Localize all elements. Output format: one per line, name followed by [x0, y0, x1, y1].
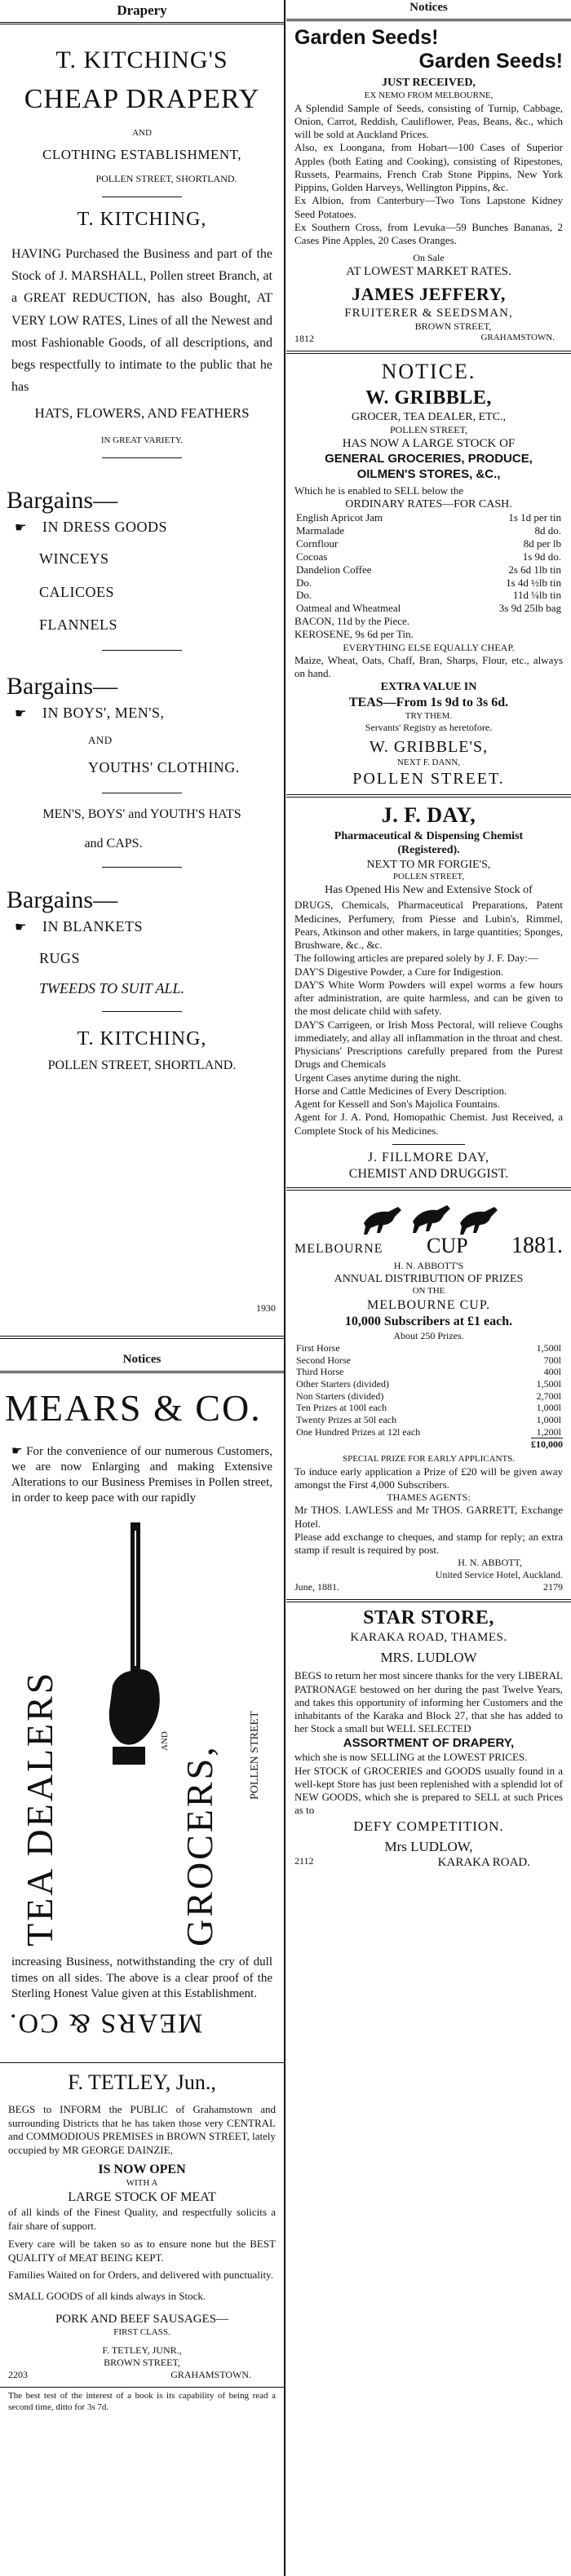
price-item: Ten Prizes at 100l each [296, 1402, 387, 1414]
seeds-ex: EX NEMO FROM MELBOURNE, [364, 90, 494, 100]
star-assortment: ASSORTMENT OF DRAPERY, [343, 1735, 515, 1750]
gribble-everything: EVERYTHING ELSE EQUALLY CHEAP. [343, 641, 515, 653]
mears-ad [0, 1388, 284, 2051]
cup-ad [286, 1195, 571, 1600]
price-item: Third Horse [296, 1366, 344, 1378]
cup-hotel: United Service Hotel, Auckland. [435, 1569, 563, 1581]
gribble-next: NEXT F. DANN, [396, 758, 461, 768]
price-row [294, 524, 563, 537]
gribble-notice: NOTICE. [381, 360, 476, 384]
star-body-3: Her STOCK of GROCERIES and GOODS usually found in a well-kept Store has just been replenished with a splendid lot of NEW GOODS, which she is prepared to SELL at such Prices as to [294, 1764, 563, 1817]
gribble-name: W. GRIBBLE, [365, 387, 492, 409]
price-row [294, 602, 563, 615]
tetley-sig-3: GRAHAMSTOWN. [170, 2369, 251, 2381]
seeds-on-sale: On Sale [413, 252, 445, 264]
star-name: MRS. LUDLOW [380, 1650, 477, 1666]
bargain-item: RUGS [39, 949, 81, 966]
cup-prize-table [294, 1342, 563, 1438]
price-row [294, 1354, 563, 1367]
bargains-1-title: Bargains— [7, 487, 118, 515]
day-registered: (Registered). [397, 844, 460, 857]
cup-ad-number: 2179 [543, 1581, 563, 1593]
kitching-title-1: T. KITCHING'S [55, 46, 228, 74]
price-item: Second Horse [296, 1354, 351, 1366]
gribble-ordinary: ORDINARY RATES—FOR CASH. [345, 497, 512, 510]
bargain-item: AND [88, 733, 113, 746]
price-row [294, 1402, 563, 1414]
price-row [294, 1414, 563, 1426]
price-value: 2,700l [536, 1390, 561, 1402]
kitching-ad-number: 1930 [256, 1302, 276, 1315]
bargain-item: YOUTHS' CLOTHING. [88, 759, 240, 776]
day-sig-1: J. FILLMORE DAY, [367, 1150, 490, 1164]
tetley-body-3: Every care will be taken so as to ensure none but the BEST QUALITY of MEAT BEING KEPT. [8, 2238, 276, 2264]
kitching-and: AND [132, 128, 152, 139]
mears-vertical-1: TEA DEALERS [19, 1670, 60, 1947]
seeds-rates: AT LOWEST MARKET RATES. [346, 265, 511, 279]
cup-line-5: 10,000 Subscribers at £1 each. [344, 1315, 513, 1329]
price-item: First Horse [296, 1342, 340, 1354]
bargains-3-title: Bargains— [7, 886, 118, 913]
day-body-4: DAY'S White Worm Powders will expel worms a few hours after administration, are quite harmless, and can be given to the most delicate child with safety. [294, 978, 563, 1018]
tetley-ad [0, 2070, 284, 2387]
mears-vertical-and: AND [160, 1731, 170, 1752]
bargains-2-title: Bargains— [7, 672, 118, 700]
price-value: 8d do. [534, 524, 561, 537]
price-value: 8d per lb [523, 537, 561, 550]
tetley-body-2: of all kinds of the Finest Quality, and respectfully solicits a fair share of support. [8, 2206, 276, 2232]
cup-special-2: To induce early application a Prize of £20 will be given away amongst the First 4,000 Subscribers. [294, 1465, 563, 1491]
cup-date: June, 1881. [294, 1581, 339, 1593]
tetley-title: F. TETLEY, Jun., [68, 2070, 216, 2095]
gribble-oilmen: OILMEN'S STORES, &C., [356, 466, 501, 481]
tetley-sausages: PORK AND BEEF SAUSAGES— [55, 2312, 229, 2326]
price-row [294, 1342, 563, 1354]
seeds-body-3: Ex Albion, from Canterbury—Two Tons Lapstone Kidney Seed Potatoes. [294, 194, 563, 220]
price-row [294, 1378, 563, 1390]
price-row [294, 537, 563, 550]
kitching-subtitle: CLOTHING ESTABLISHMENT, [42, 146, 242, 162]
star-body-1: BEGS to return her most sincere thanks for the very LIBERAL PATRONAGE bestowed on her during the past Twelve Years, and takes this opportunity of informing her Customers and the inhabitants of the Karaka and Block 27, that she has added to her Stock a small but WELL SELECTED [294, 1669, 563, 1735]
gribble-price-table [294, 511, 563, 615]
cup-sig: H. N. ABBOTT, [458, 1557, 522, 1569]
price-item: Twenty Prizes at 50l each [296, 1413, 397, 1425]
day-body-9: Agent for Kessell and Son's Majolica Fountains. [294, 1098, 500, 1111]
section-header-notices-right: Notices [286, 0, 571, 21]
bottom-note: The best test of the interest of a book is its capability of being read a second time, ditto for 3s 7d. [8, 2391, 276, 2413]
day-body-2: The following articles are prepared solely by J. F. Day:— [294, 952, 538, 965]
pointing-hand-icon: ☛ [11, 1444, 27, 1458]
gribble-extra: EXTRA VALUE IN [380, 681, 477, 694]
price-item: Cocoas [296, 550, 328, 563]
gribble-trade: GROCER, TEA DEALER, ETC., [351, 410, 507, 423]
gribble-maize: Maize, Wheat, Oats, Chaff, Bran, Sharps, Flour, etc., always on hand. [294, 653, 563, 679]
day-body-3: DAY'S Digestive Powder, a Cure for Indigestion. [294, 965, 504, 978]
price-value: 3s 9d 25lb bag [498, 602, 561, 615]
price-row [294, 589, 563, 602]
gribble-enabled: Which he is enabled to SELL below the [294, 484, 464, 497]
kitching-address: POLLEN STREET, SHORTLAND. [95, 173, 237, 185]
tweeds-line: TWEEDS TO SUIT ALL. [39, 980, 185, 997]
price-row [294, 1390, 563, 1403]
star-ad [286, 1606, 571, 1870]
mears-body-1: ☛ For the convenience of our numerous Customers, we are now Enlarging and making Extensive Alterations to our Business Premises in Pollen street, in order to keep pace with our rapidly [11, 1444, 273, 1505]
bargain-item: FLANNELS [39, 616, 118, 634]
price-value: 1,200l [536, 1425, 561, 1438]
price-item: Do. [296, 576, 312, 589]
price-item: English Apricot Jam [296, 511, 383, 524]
price-value: 400l [543, 1366, 561, 1378]
price-row [294, 1426, 563, 1438]
bargain-item: WINCEYS [39, 550, 109, 568]
seeds-head-2: Garden Seeds! [418, 49, 563, 73]
gribble-bacon: BACON, 11d by the Piece. [294, 615, 410, 628]
cup-line-1: H. N. ABBOTT'S [393, 1259, 464, 1271]
mears-body-2: increasing Business, notwithstanding the cry of dull times on all sides. The above is a clear proof of the Sterling Honest Value given at this Establishment. [11, 1955, 272, 2000]
bargain-item: ☛ IN BOYS', MEN'S, [15, 704, 165, 721]
pointing-hand-icon: ☛ [15, 521, 27, 536]
star-defy: DEFY COMPETITION. [353, 1818, 504, 1834]
day-name: J. F. DAY, [381, 803, 476, 828]
tetley-sig-1: F. TETLEY, JUNR., [102, 2344, 182, 2357]
bargain-item: CALICOES [39, 583, 115, 600]
cup-special: SPECIAL PRIZE FOR EARLY APPLICANTS. [342, 1454, 516, 1465]
kitching-ad [0, 24, 284, 1336]
price-item: Dandelion Coffee [296, 563, 372, 576]
mears-vertical-street: POLLEN STREET [249, 1711, 261, 1801]
mears-title: MEARS & CO. [5, 1387, 262, 1429]
pointing-hand-icon: ☛ [15, 920, 27, 935]
price-value: 1,000l [536, 1402, 561, 1414]
clothing-line-2: and CAPS. [84, 836, 143, 851]
tetley-ad-number: 2203 [8, 2369, 28, 2381]
tetley-sig-2: BROWN STREET, [104, 2357, 180, 2369]
kitching-footer-address: POLLEN STREET, SHORTLAND. [47, 1058, 237, 1072]
seeds-body: A Splendid Sample of Seeds, consisting of Turnip, Cabbage, Onion, Carrot, Reddish, Cauliflower, Peas, Beans, &c., which will be sold at Auckland Prices. [294, 101, 563, 140]
price-item: Non Starters (divided) [296, 1390, 384, 1402]
seeds-head-1: Garden Seeds! [294, 25, 439, 49]
day-sig-2: CHEMIST AND DRUGGIST. [348, 1166, 509, 1181]
cup-total: £10,000 [531, 1438, 563, 1451]
day-ad [286, 802, 571, 1187]
kitching-variety: IN GREAT VARIETY. [100, 435, 184, 445]
star-sig: Mrs LUDLOW, [384, 1838, 473, 1854]
bargain-item: ☛ IN DRESS GOODS [15, 519, 168, 536]
mears-vertical-block [0, 1506, 284, 1946]
price-value: 1,000l [536, 1413, 561, 1425]
cup-agents-2: Mr THOS. LAWLESS and Mr THOS. GARRETT, Exchange Hotel. [294, 1504, 563, 1530]
cup-line-3: ON THE [412, 1286, 445, 1297]
star-title: STAR STORE, [363, 1607, 494, 1629]
gribble-general: GENERAL GROCERIES, PRODUCE, [325, 452, 533, 466]
day-body-1: DRUGS, Chemicals, Pharmaceutical Preparations, Patent Medicines, Perfumery, from Piesse and Lubin's, Rimmel, Pears, Atkinson and other makers, in large quantities; Sponges, Brushware, &c., &c. [294, 899, 563, 952]
seeds-body-2: Also, ex Loongana, from Hobart—100 Cases of Superior Apples (both Eating and Cooking), consisting of Ripestones, Russets, Pearmains, French Crab Stone Pippins, New York Pippins, Golden Harveys, Wellington Pippins, &c. [294, 141, 563, 193]
gribble-teas: TEAS—From 1s 9d to 3s 6d. [348, 695, 509, 709]
day-body-7: Urgent Cases anytime during the night. [294, 1071, 462, 1084]
tetley-small-goods: SMALL GOODS of all kinds always in Stock. [8, 2290, 206, 2303]
price-value: 1,500l [536, 1378, 561, 1390]
price-row [294, 550, 563, 563]
mears-vertical-2: GROCERS, [179, 1744, 220, 1947]
day-street: POLLEN STREET, [392, 872, 465, 882]
star-sig-road: KARAKA ROAD. [437, 1856, 530, 1870]
price-row [294, 1366, 563, 1378]
gribble-sig-street: POLLEN STREET. [352, 770, 505, 789]
clothing-line-1: MEN'S, BOYS' and YOUTH'S HATS [42, 806, 241, 821]
price-value: 1s 4d ½lb tin [506, 576, 561, 589]
right-column [286, 0, 571, 2576]
price-value: 1s 1d per tin [508, 511, 561, 524]
seeds-ad [286, 26, 571, 351]
day-opened: Has Opened His New and Extensive Stock of [325, 883, 533, 896]
cup-agents: THAMES AGENTS: [387, 1491, 471, 1504]
day-body-10: Agent for J. A. Pond, Homopathic Chemist. Just Received, a Complete Stock of his Medicines. [294, 1111, 563, 1137]
gribble-sig: W. GRIBBLE'S, [369, 738, 489, 757]
gribble-ad [286, 359, 571, 794]
kitching-body: HAVING Purchased the Business and part of the Stock of J. MARSHALL, Pollen street Branch, at a GREAT REDUCTION, has also Bought, AT VERY LOW RATES, Lines of all the Newest and most Fashionable Goods, of all descriptions, and begs respectfully to intimate to the public that he has [11, 247, 272, 395]
gribble-has: HAS NOW A LARGE STOCK OF [342, 437, 516, 451]
price-row [294, 563, 563, 577]
cup-please: Please add exchange to cheques, and stamp for reply; an extra stamp if result is required by post. [294, 1530, 563, 1557]
star-ad-number: 2112 [294, 1855, 314, 1867]
kitching-title-2: CHEAP DRAPERY [24, 84, 260, 115]
star-road: KARAKA ROAD, THAMES. [350, 1631, 507, 1645]
price-item: Other Starters (divided) [296, 1378, 389, 1390]
gribble-try: TRY THEM. [405, 710, 453, 721]
day-trade: Pharmaceutical & Dispensing Chemist [334, 829, 524, 842]
gribble-street: POLLEN STREET, [389, 424, 468, 436]
star-body-2: which she is now SELLING at the LOWEST PRICES. [294, 1751, 528, 1764]
seeds-received: JUST RECEIVED, [382, 77, 476, 90]
mears-inverted: MEARS & CO. [8, 2008, 203, 2039]
day-body-6: Physicians' Prescriptions carefully prepared from the Purest Drugs and Chemicals [294, 1045, 563, 1071]
tetley-stock: LARGE STOCK OF MEAT [68, 2190, 216, 2205]
section-header-drapery: Drapery [0, 0, 284, 24]
bargain-item: ☛ IN BLANKETS [15, 917, 143, 935]
cup-title-b: CUP [426, 1233, 468, 1257]
cup-line-4: MELBOURNE CUP. [367, 1298, 490, 1313]
kitching-footer-name: T. KITCHING, [77, 1027, 207, 1049]
price-item: One Hundred Prizes at 12l each [296, 1425, 421, 1438]
cup-year: 1881. [511, 1232, 563, 1258]
tetley-with: WITH A [126, 2178, 158, 2189]
kitching-name: T. KITCHING, [77, 209, 207, 231]
price-row [294, 511, 563, 524]
price-item: Marmalade [296, 524, 345, 537]
cup-title [294, 1231, 563, 1260]
day-body-5: DAY'S Carrigeen, or Irish Moss Pectoral, will relieve Coughs immediately, and allay all inflammation in the throat and chest. [294, 1018, 563, 1044]
price-value: 700l [543, 1354, 561, 1366]
kitching-hats: HATS, FLOWERS, AND FEATHERS [34, 405, 250, 422]
section-header-notices-left: Notices [0, 1350, 284, 1373]
price-row [294, 577, 563, 590]
tetley-body-4: Families Waited on for Orders, and delivered with punctuality. [8, 2268, 273, 2281]
tetley-body-1: BEGS to INFORM the PUBLIC of Grahamstown and surrounding Districts that he has taken those very CENTRAL and COMMODIOUS PREMISES in BROWN STREET, lately occupied by MR GEORGE DAINZIE, [8, 2102, 277, 2156]
cup-title-a: MELBOURNE [294, 1241, 383, 1256]
day-next: NEXT TO MR FORGIE'S, [366, 858, 491, 871]
price-value: 1,500l [536, 1342, 561, 1354]
seeds-trade: FRUITERER & SEEDSMAN, [344, 306, 513, 320]
seeds-town: GRAHAMSTOWN. [480, 333, 555, 343]
price-value: 11d ¼lb tin [512, 589, 561, 602]
price-item: Cornflour [296, 537, 339, 550]
price-item: Oatmeal and Wheatmeal [296, 602, 401, 615]
price-item: Do. [296, 589, 312, 602]
tetley-now-open: IS NOW OPEN [98, 2163, 186, 2177]
cup-line-2: ANNUAL DISTRIBUTION OF PRIZES [334, 1272, 524, 1285]
pointing-hand-icon: ☛ [15, 706, 27, 721]
seeds-body-4: Ex Southern Cross, from Levuka—59 Bunches Bananas, 2 Cases Pine Apples, 20 Cases Oranges. [294, 220, 563, 246]
cup-about: About 250 Prizes. [393, 1330, 464, 1342]
tetley-first-class: FIRST CLASS. [113, 2326, 170, 2337]
pointing-finger-icon [88, 1514, 186, 1775]
gribble-kerosene: KEROSENE, 9s 6d per Tin. [294, 628, 414, 641]
price-value: 2s 6d 1lb tin [508, 563, 561, 576]
gribble-registry: Servants' Registry as heretofore. [365, 722, 493, 734]
seeds-ad-number: 1812 [294, 333, 314, 345]
seeds-street: BROWN STREET, [414, 320, 492, 333]
price-value: 1s 9d do. [522, 550, 561, 563]
day-body-8: Horse and Cattle Medicines of Every Description. [294, 1084, 507, 1097]
seeds-name: JAMES JEFFERY, [352, 284, 506, 304]
